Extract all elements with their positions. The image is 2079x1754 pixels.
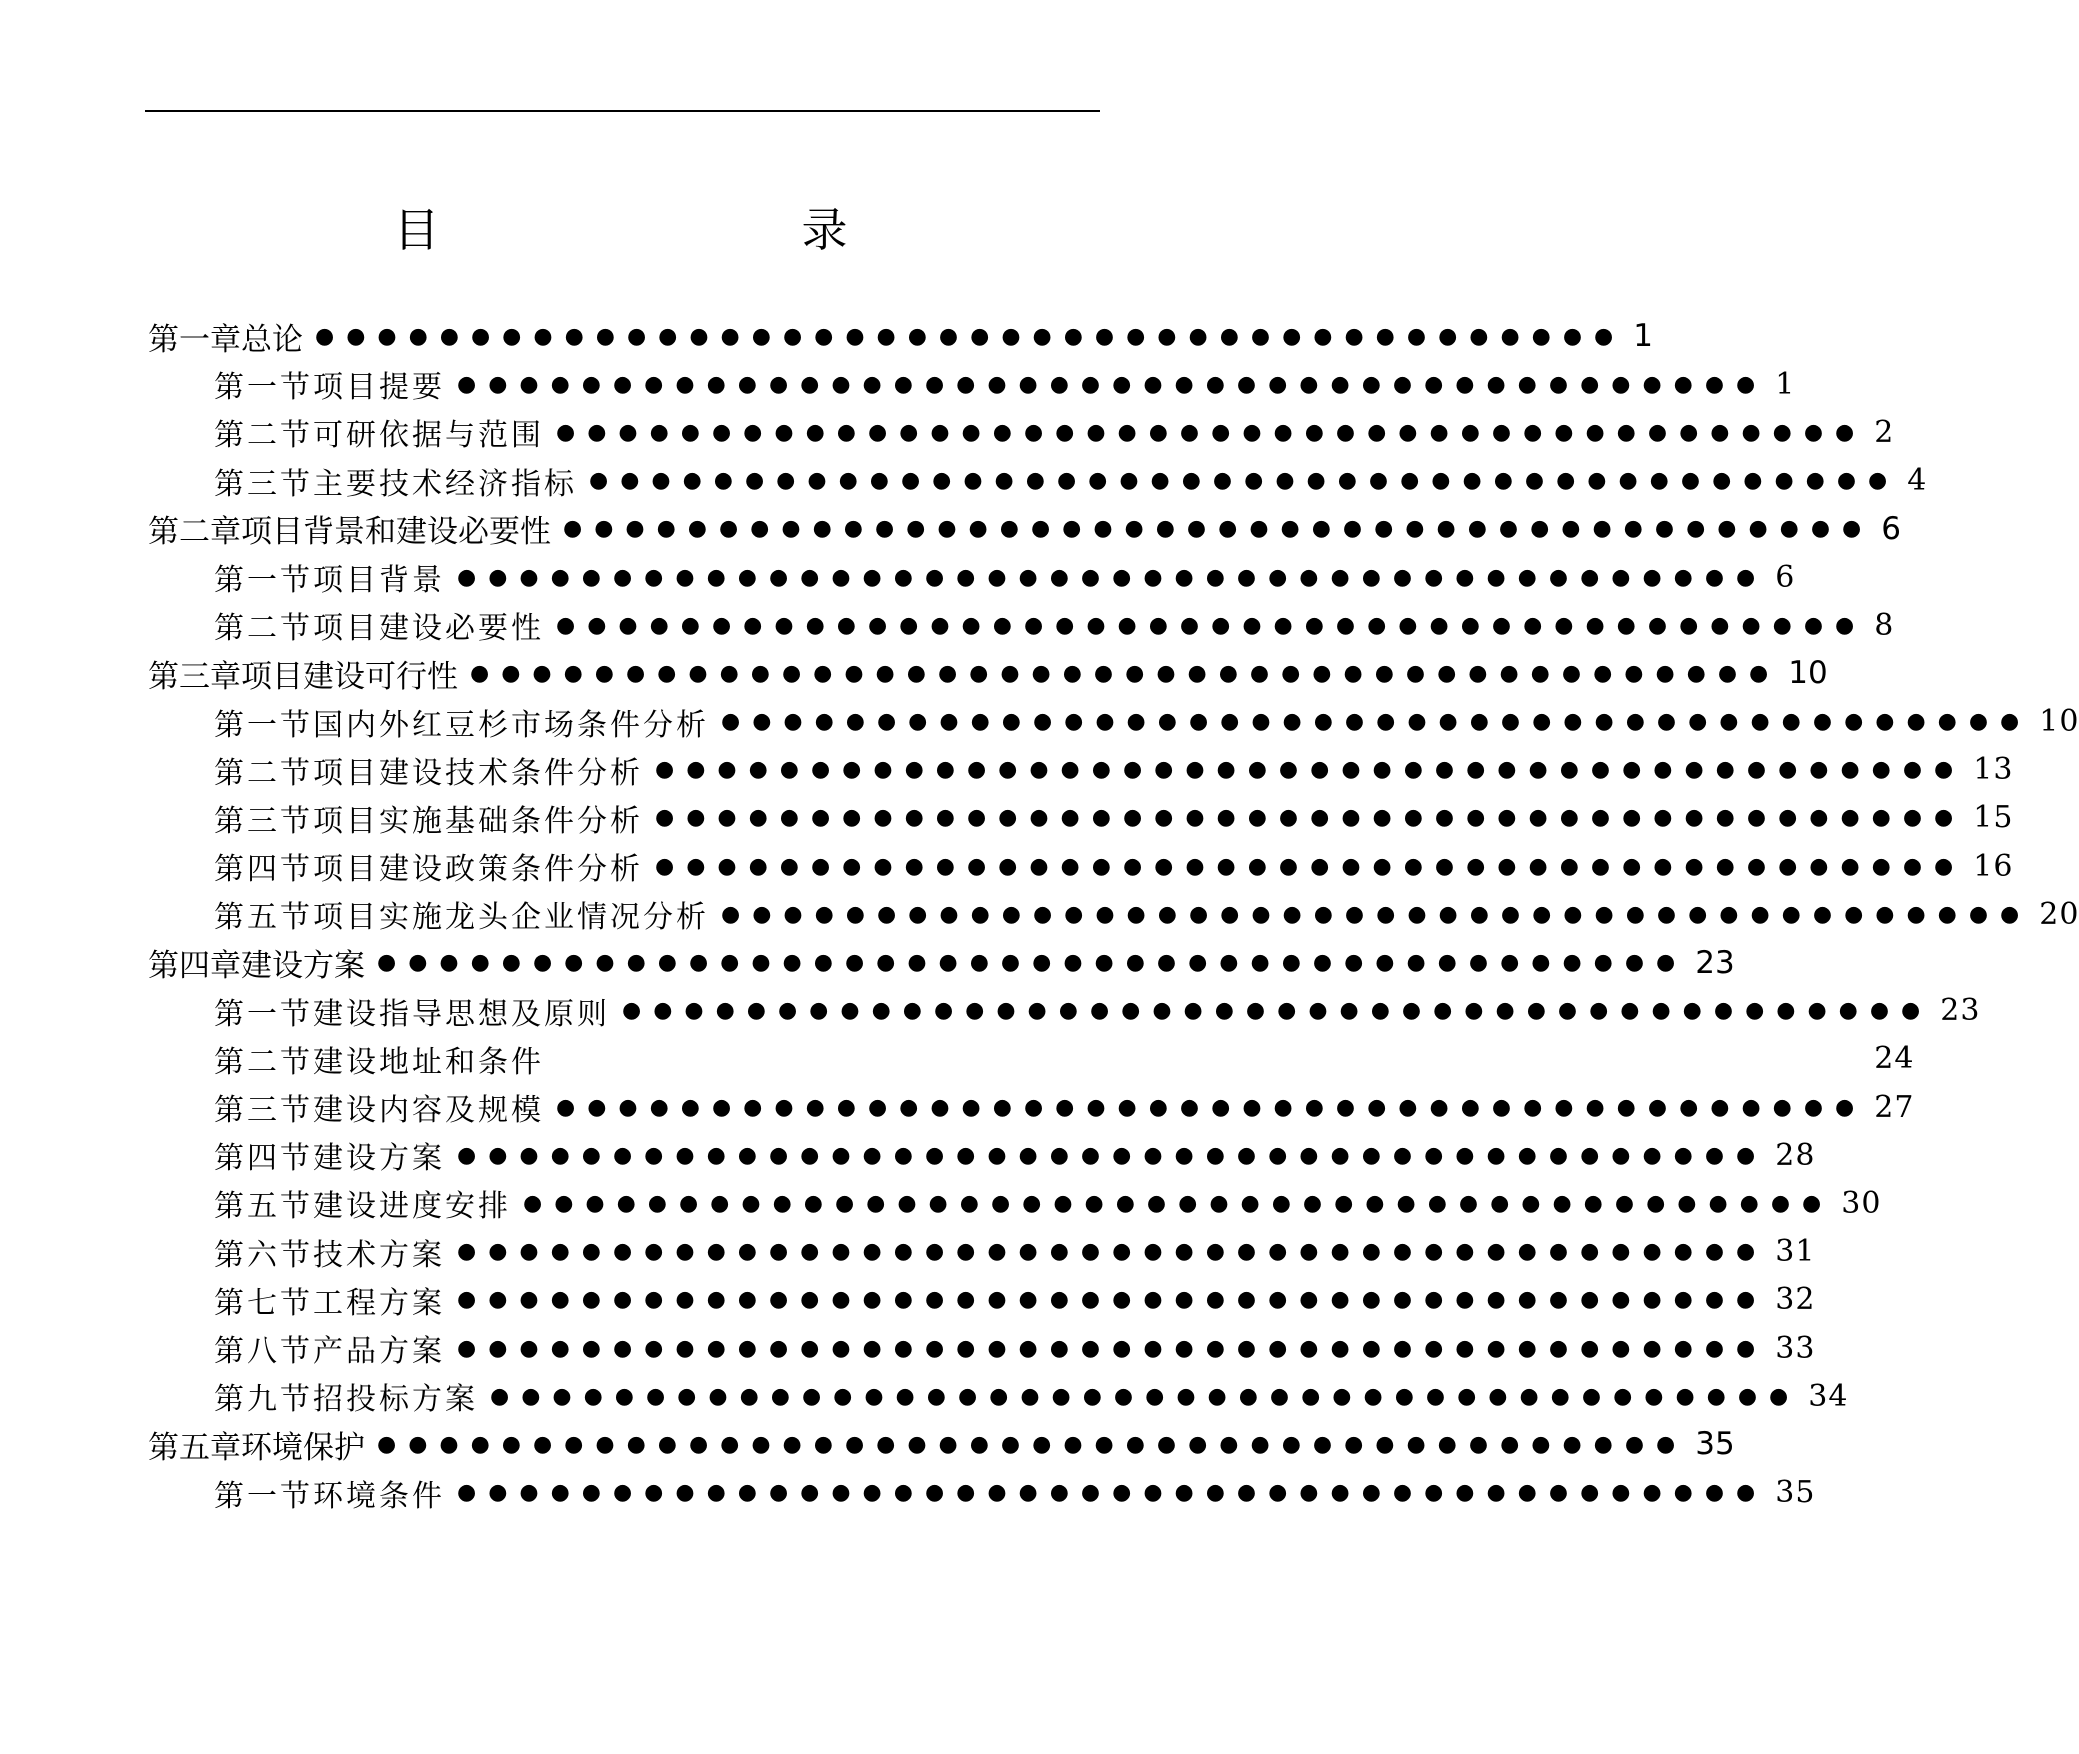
toc-section-entry[interactable] — [148, 794, 2014, 842]
toc-dot-leader: ●●●●●●●●●●●●●●●●●●●●●●●●●●●●●●●●●●●●●●●●●● — [315, 323, 1626, 349]
toc-entry-title: 项目建设技术条件分析 — [313, 755, 643, 791]
toc-entry-title: 技术方案 — [313, 1237, 445, 1273]
toc-dot-leader: ●●●●●●●●●●●●●●●●●●●●●●●●●●●●●●●●●●●●●●●●●● — [622, 998, 1933, 1024]
toc-dot-leader: ●●●●●●●●●●●●●●●●●●●●●●●●●●●●●●●●●●●●●●●●●● — [457, 564, 1768, 590]
toc-dot-leader: ●●●●●●●●●●●●●●●●●●●●●●●●●●●●●●●●●●●●●●●●●● — [470, 660, 1781, 686]
toc-entry-number: 第三节 — [214, 466, 313, 502]
toc-dot-leader: ●●●●●●●●●●●●●●●●●●●●●●●●●●●●●●●●●●●●●●●●●● — [377, 950, 1688, 976]
toc-entry-title: 产品方案 — [313, 1334, 445, 1370]
toc-dot-leader: ●●●●●●●●●●●●●●●●●●●●●●●●●●●●●●●●●●●●●●●●●● — [556, 612, 1867, 638]
toc-section-entry[interactable] — [148, 457, 1928, 505]
toc-page-number: 33 — [1775, 1330, 1816, 1366]
toc-entry-title: 建设地址和条件 — [313, 1044, 544, 1080]
toc-entry-number: 第二节 — [214, 1044, 313, 1080]
toc-dot-leader: ●●●●●●●●●●●●●●●●●●●●●●●●●●●●●●●●●●●●●●●●●● — [377, 1431, 1688, 1457]
toc-page-number: 32 — [1775, 1282, 1816, 1318]
toc-page-number: 30 — [1841, 1185, 1882, 1221]
toc-entry-number: 第七节 — [214, 1285, 313, 1321]
toc-section-entry[interactable] — [148, 987, 1981, 1035]
toc-entry-title: 建设进度安排 — [313, 1189, 511, 1225]
toc-page-number: 31 — [1775, 1234, 1816, 1270]
toc-dot-leader: ●●●●●●●●●●●●●●●●●●●●●●●●●●●●●●●●●●●●●●●●●● — [563, 516, 1874, 542]
toc-section-entry[interactable] — [148, 1276, 1816, 1324]
toc-section-entry[interactable] — [148, 1469, 1816, 1517]
toc-page-number: 23 — [1695, 944, 1735, 981]
toc-page-number: 10 — [2039, 704, 2079, 740]
toc-section-entry[interactable] — [148, 1179, 1882, 1227]
toc-entry-title: 项目背景和建设必要性 — [241, 514, 551, 551]
toc-section-entry[interactable] — [148, 890, 2079, 938]
toc-entry-number: 第四节 — [214, 1141, 313, 1177]
toc-dot-leader: ●●●●●●●●●●●●●●●●●●●●●●●●●●●●●●●●●●●●●●●●●● — [556, 1094, 1867, 1120]
toc-page-number: 35 — [1695, 1426, 1735, 1463]
toc-section-entry[interactable] — [148, 408, 1895, 456]
toc-dot-leader: ●●●●●●●●●●●●●●●●●●●●●●●●●●●●●●●●●●●●●●●●●● — [655, 805, 1966, 831]
header-rule — [145, 110, 1100, 112]
toc-section-entry[interactable] — [148, 1035, 1915, 1083]
toc-section-entry[interactable] — [148, 1372, 1849, 1420]
toc-entry-number: 第四节 — [214, 852, 313, 888]
toc-entry-number: 第一节 — [214, 707, 313, 743]
toc-dot-leader: ●●●●●●●●●●●●●●●●●●●●●●●●●●●●●●●●●●●●●●●●●● — [655, 853, 1966, 879]
toc-entry-number: 第一章 — [148, 321, 241, 358]
toc-page-number: 1 — [1633, 318, 1653, 355]
toc-entry-title: 可研依据与范围 — [313, 418, 544, 454]
toc-dot-leader: ●●●●●●●●●●●●●●●●●●●●●●●●●●●●●●●●●●●●●●●●●● — [556, 419, 1867, 445]
toc-entry-title: 项目建设政策条件分析 — [313, 852, 643, 888]
toc-section-entry[interactable] — [148, 1228, 1816, 1276]
toc-section-entry[interactable] — [148, 842, 2014, 890]
toc-entry-title: 项目建设必要性 — [313, 611, 544, 647]
toc-entry-number: 第三节 — [214, 1093, 313, 1129]
toc-page-number: 24 — [1874, 1041, 1915, 1077]
toc-dot-leader: ●●●●●●●●●●●●●●●●●●●●●●●●●●●●●●●●●●●●●●●●●● — [721, 709, 2032, 735]
toc-page-number: 2 — [1874, 414, 1895, 450]
toc-dot-leader: ●●●●●●●●●●●●●●●●●●●●●●●●●●●●●●●●●●●●●●●●●● — [457, 1239, 1768, 1265]
toc-page-number: 10 — [1788, 655, 1828, 692]
toc-section-entry[interactable] — [148, 1324, 1816, 1372]
toc-page-number: 15 — [1973, 800, 2014, 836]
toc-entry-number: 第一节 — [214, 1478, 313, 1514]
toc-section-entry[interactable] — [148, 360, 1796, 408]
toc-dot-leader: ●●●●●●●●●●●●●●●●●●●●●●●●●●●●●●●●●●●●●●●●●● — [490, 1383, 1801, 1409]
toc-page-number: 35 — [1775, 1475, 1816, 1511]
toc-page-number: 23 — [1940, 993, 1981, 1029]
toc-page-number: 8 — [1874, 607, 1895, 643]
toc-entry-title: 国内外红豆杉市场条件分析 — [313, 707, 709, 743]
toc-page-number: 34 — [1808, 1378, 1849, 1414]
toc-section-entry[interactable] — [148, 746, 2014, 794]
toc-entry-title: 建设方案 — [241, 948, 365, 985]
toc-dot-leader: ●●●●●●●●●●●●●●●●●●●●●●●●●●●●●●●●●●●●●●●●●● — [523, 1190, 1834, 1216]
toc-entry-number: 第二节 — [214, 418, 313, 454]
toc-entry-title: 项目背景 — [313, 563, 445, 599]
toc-entry-number: 第四章 — [148, 948, 241, 985]
toc-entry-number: 第二节 — [214, 611, 313, 647]
toc-section-entry[interactable] — [148, 698, 2079, 746]
toc-dot-leader: ●●●●●●●●●●●●●●●●●●●●●●●●●●●●●●●●●●●●●●●●●● — [457, 371, 1768, 397]
toc-entry-title: 项目实施龙头企业情况分析 — [313, 900, 709, 936]
toc-dot-leader: ●●●●●●●●●●●●●●●●●●●●●●●●●●●●●●●●●●●●●●●●●● — [457, 1335, 1768, 1361]
table-of-contents — [148, 312, 2079, 1517]
toc-section-entry[interactable] — [148, 1083, 1915, 1131]
toc-entry-title: 主要技术经济指标 — [313, 466, 577, 502]
toc-entry-number: 第二章 — [148, 514, 241, 551]
toc-chapter-entry[interactable] — [148, 312, 1653, 360]
toc-page-number: 13 — [1973, 752, 2014, 788]
toc-entry-number: 第五节 — [214, 900, 313, 936]
toc-page-number: 6 — [1881, 510, 1901, 547]
toc-dot-leader: ●●●●●●●●●●●●●●●●●●●●●●●●●●●●●●●●●●●●●●●●●● — [655, 757, 1966, 783]
toc-entry-title: 项目提要 — [313, 370, 445, 406]
toc-page-number: 27 — [1874, 1089, 1915, 1125]
toc-entry-number: 第九节 — [214, 1382, 313, 1418]
toc-entry-title: 环境保护 — [241, 1429, 365, 1466]
toc-entry-number: 第六节 — [214, 1237, 313, 1273]
toc-chapter-entry[interactable] — [148, 505, 1901, 553]
toc-section-entry[interactable] — [148, 601, 1895, 649]
toc-entry-title: 环境条件 — [313, 1478, 445, 1514]
toc-section-entry[interactable] — [148, 553, 1796, 601]
toc-page-number: 4 — [1907, 463, 1928, 499]
toc-entry-number: 第一节 — [214, 996, 313, 1032]
toc-dot-leader: ●●●●●●●●●●●●●●●●●●●●●●●●●●●●●●●●●●●●●●●●●● — [457, 1142, 1768, 1168]
toc-page-number: 6 — [1775, 559, 1796, 595]
toc-entry-number: 第一节 — [214, 370, 313, 406]
toc-entry-number: 第二节 — [214, 755, 313, 791]
toc-entry-number: 第三章 — [148, 658, 241, 695]
toc-chapter-entry[interactable] — [148, 938, 1735, 986]
toc-dot-leader: ●●●●●●●●●●●●●●●●●●●●●●●●●●●●●●●●●●●●●●●●●● — [721, 901, 2032, 927]
toc-chapter-entry[interactable] — [148, 649, 1828, 697]
toc-entry-number: 第五章 — [148, 1429, 241, 1466]
toc-dot-leader: ●●●●●●●●●●●●●●●●●●●●●●●●●●●●●●●●●●●●●●●●●● — [589, 468, 1900, 494]
toc-page-number: 16 — [1973, 848, 2014, 884]
toc-title: 目 录 — [393, 203, 938, 257]
toc-page-number: 28 — [1775, 1137, 1816, 1173]
toc-entry-number: 第五节 — [214, 1189, 313, 1225]
toc-dot-leader: ●●●●●●●●●●●●●●●●●●●●●●●●●●●●●●●●●●●●●●●●●● — [457, 1287, 1768, 1313]
toc-entry-title: 建设指导思想及原则 — [313, 996, 610, 1032]
toc-page-number: 1 — [1775, 366, 1796, 402]
toc-page-number: 20 — [2039, 896, 2079, 932]
toc-chapter-entry[interactable] — [148, 1420, 1735, 1468]
toc-entry-title: 项目建设可行性 — [241, 658, 458, 695]
toc-entry-title: 项目实施基础条件分析 — [313, 803, 643, 839]
toc-entry-title: 工程方案 — [313, 1285, 445, 1321]
toc-entry-title: 建设方案 — [313, 1141, 445, 1177]
toc-dot-leader: ●●●●●●●●●●●●●●●●●●●●●●●●●●●●●●●●●●●●●●●●●● — [457, 1480, 1768, 1506]
toc-entry-title: 招投标方案 — [313, 1382, 478, 1418]
toc-entry-number: 第一节 — [214, 563, 313, 599]
toc-entry-number: 第三节 — [214, 803, 313, 839]
toc-section-entry[interactable] — [148, 1131, 1816, 1179]
toc-entry-number: 第八节 — [214, 1334, 313, 1370]
toc-entry-title: 总论 — [241, 321, 303, 358]
toc-entry-title: 建设内容及规模 — [313, 1093, 544, 1129]
